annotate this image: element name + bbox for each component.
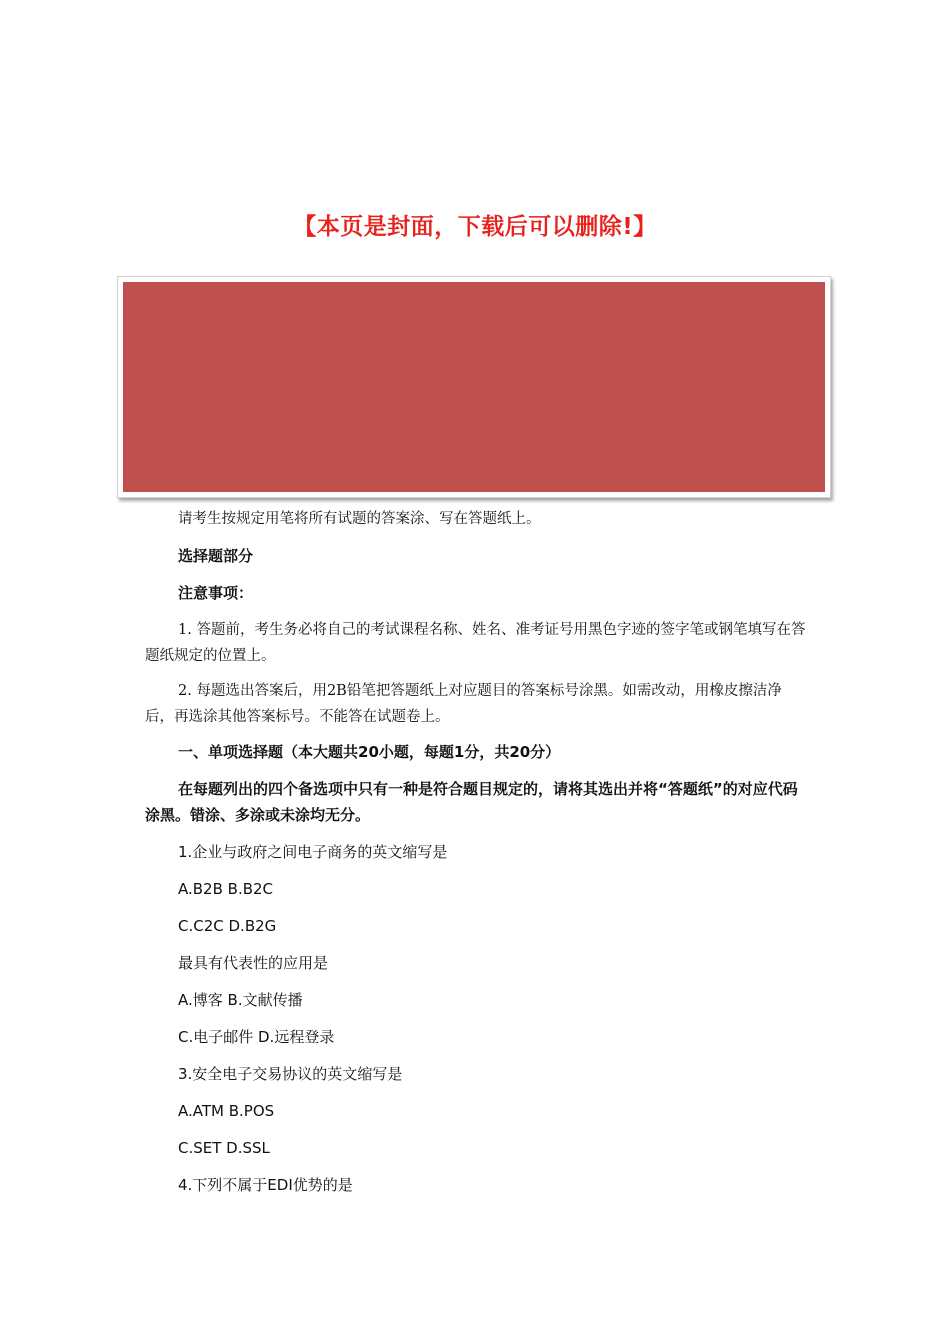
question-stem: 最具有代表性的应用是 [178,954,329,972]
notice-title: 注意事项： [178,584,254,602]
instruction-line: 请考生按规定用笔将所有试题的答案涂、写在答题纸上。 [178,511,541,527]
question-stem: 3.安全电子交易协议的英文缩写是 [178,1065,403,1083]
question-options: A.B2B B.B2C [178,880,274,898]
question-options: C.SET D.SSL [178,1139,270,1157]
cover-banner [117,276,831,498]
cover-note: 【本页是封面，下载后可以删除!】 [293,214,657,240]
question-options: C.电子邮件 D.远程登录 [178,1028,335,1046]
question-stem: 4.下列不属于EDI优势的是 [178,1176,353,1194]
notice-item-2: 2. 每题选出答案后，用2B铅笔把答题纸上对应题目的答案标号涂黑。如需改动，用橡皮擦洁净后，再选涂其他答案标号。不能答在试题卷上。 [145,683,782,725]
cover-banner-fill [123,282,825,492]
question-options: A.博客 B.文献传播 [178,991,303,1009]
question-options: A.ATM B.POS [178,1102,275,1120]
section-title: 选择题部分 [178,547,254,565]
notice-item-1: 1. 答题前，考生务必将自己的考试课程名称、姓名、准考证号用黑色字迹的签字笔或钢笔填写在答题纸规定的位置上。 [145,622,806,664]
part-directions: 在每题列出的四个备选项中只有一种是符合题目规定的，请将其选出并将“答题纸”的对应代码涂黑。错涂、多涂或未涂均无分。 [145,780,798,824]
question-options: C.C2C D.B2G [178,917,277,935]
question-stem: 1.企业与政府之间电子商务的英文缩写是 [178,843,448,861]
part-heading: 一、单项选择题（本大题共20小题，每题1分，共20分） [178,743,561,761]
exam-content [145,506,810,1198]
